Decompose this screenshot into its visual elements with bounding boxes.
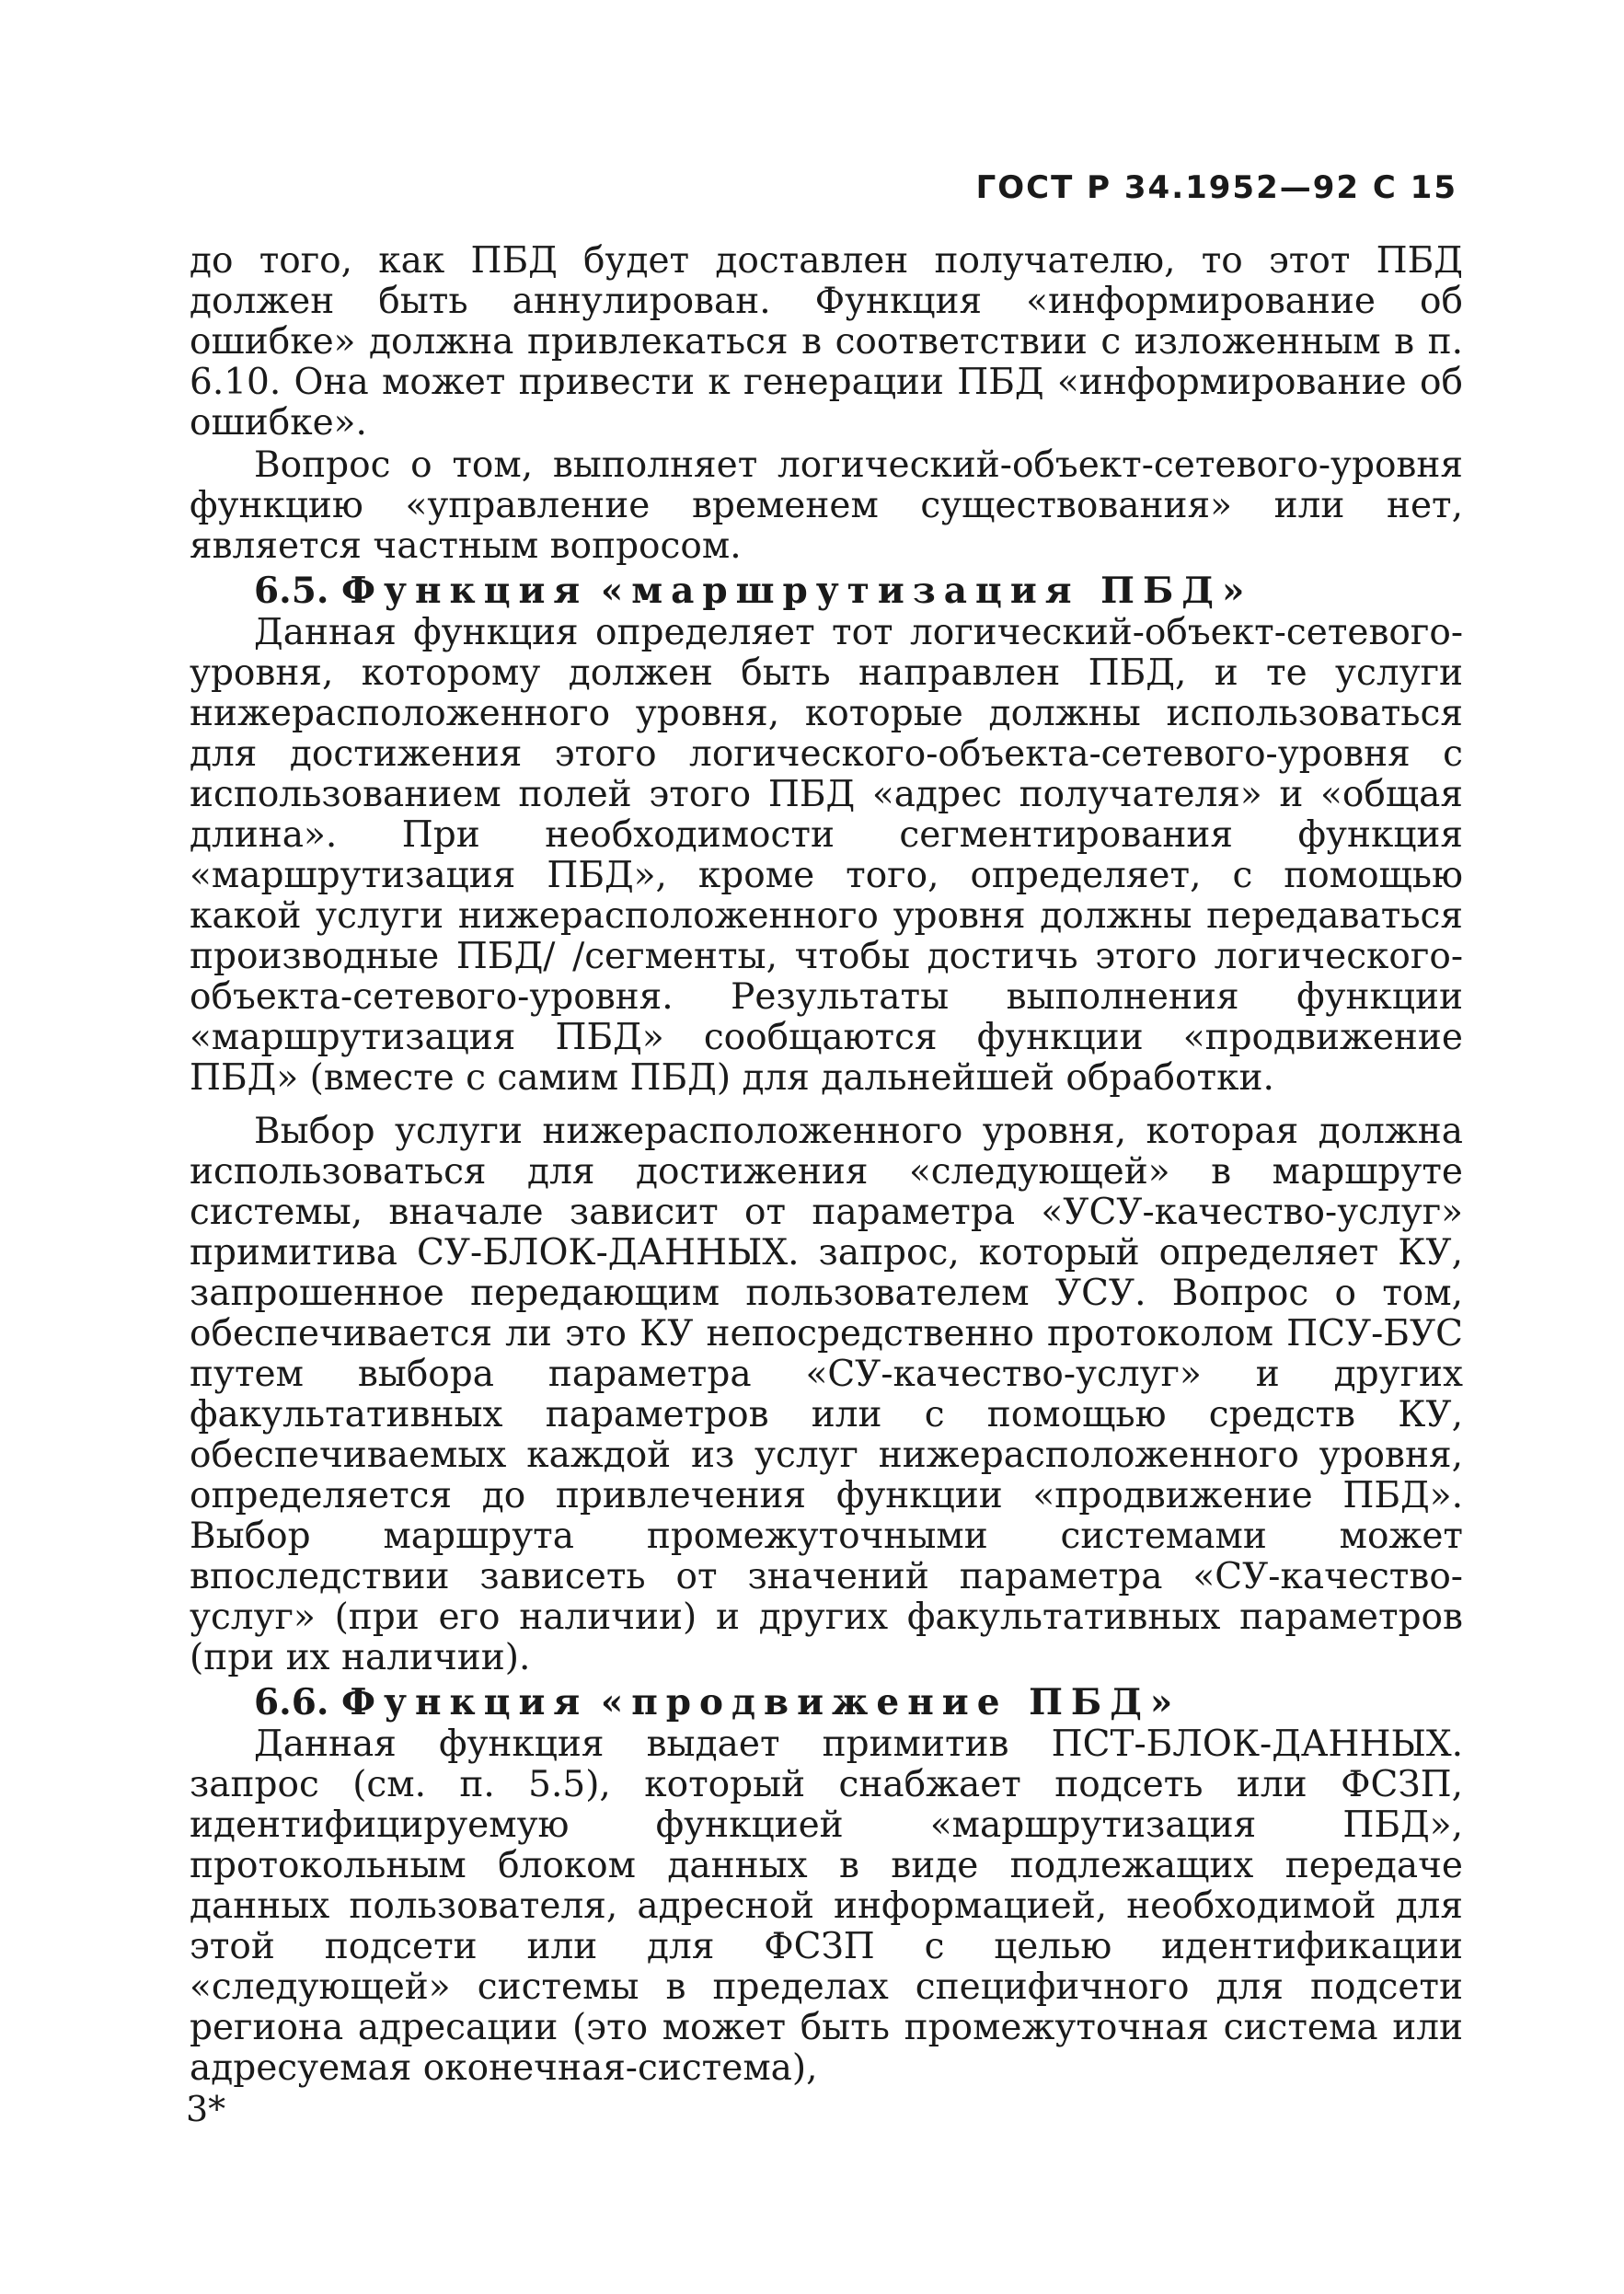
section-title-word: Функция (341, 570, 589, 612)
section-title-word: Функция (341, 1681, 589, 1723)
section-number: 6.5. (254, 570, 329, 612)
paragraph-continuation: до того, как ПБД будет доставлен получателю, то этот ПБД должен быть аннулирован. Функция «информирование об ошибке» должна привлекаться в соответствии с изложенным в п. 6.10. Она может привести к генерации ПБД «информирование об ошибке». (190, 240, 1463, 444)
signature-mark: 3* (186, 2089, 226, 2129)
paragraph-lifetime-note: Вопрос о том, выполняет логический-объект-сетевого-уровня функцию «управление временем существования» или нет, является частным вопросом. (190, 444, 1463, 567)
section-heading-6-5 (190, 571, 1463, 611)
paragraph-routing-description: Данная функция определяет тот логический-объект-сетевого-уровня, которому должен быть направлен ПБД, и те услуги нижерасположенного уровня, которые должны использоваться для достижения этого логического-объекта-сетевого-уровня с использованием полей этого ПБД «адрес получателя» и «общая длина». При необходимости сегментирования функция «маршрутизация ПБД», кроме того, определяет, с помощью какой услуги нижерасположенного уровня должны передаваться производные ПБД/ /сегменты, чтобы достичь этого логического-объекта-сетевого-уровня. Результаты выполнения функции «маршрутизация ПБД» сообщаются функции «продвижение ПБД» (вместе с самим ПБД) для дальнейшей обработки. (190, 612, 1463, 1099)
section-title-subject: «продвижение ПБД» (600, 1681, 1181, 1723)
section-number: 6.6. (254, 1681, 329, 1723)
paragraph-forwarding-description: Данная функция выдает примитив ПСТ-БЛОК-ДАННЫХ. запрос (см. п. 5.5), который снабжает подсеть или ФСЗП, идентифицируемую функцией «маршрутизация ПБД», протокольным блоком данных в виде подлежащих передаче данных пользователя, адресной информацией, необходимой для этой подсети или для ФСЗП с целью идентификации «следующей» системы в пределах специфичного для подсети региона адресации (это может быть промежуточная система или адресуемая оконечная-система), (190, 1723, 1463, 2089)
section-title-subject: «маршрутизация ПБД» (600, 570, 1253, 612)
running-header: ГОСТ Р 34.1952—92 С 15 (975, 169, 1457, 206)
section-heading-6-6 (190, 1682, 1463, 1723)
paragraph-service-selection: Выбор услуги нижерасположенного уровня, которая должна использоваться для достижения «следующей» в маршруте системы, вначале зависит от параметра «УСУ-качество-услуг» примитива СУ-БЛОК-ДАННЫХ. запрос, который определяет КУ, запрошенное передающим пользователем УСУ. Вопрос о том, обеспечивается ли это КУ непосредственно протоколом ПСУ-БУС путем выбора параметра «СУ-качество-услуг» и других факультативных параметров или с помощью средств КУ, обеспечиваемых каждой из услуг нижерасположенного уровня, определяется до привлечения функции «продвижение ПБД». Выбор маршрута промежуточными системами может впоследствии зависеть от значений параметра «СУ-качество-услуг» (при его наличии) и других факультативных параметров (при их наличии). (190, 1111, 1463, 1678)
page-body (190, 241, 1463, 2089)
